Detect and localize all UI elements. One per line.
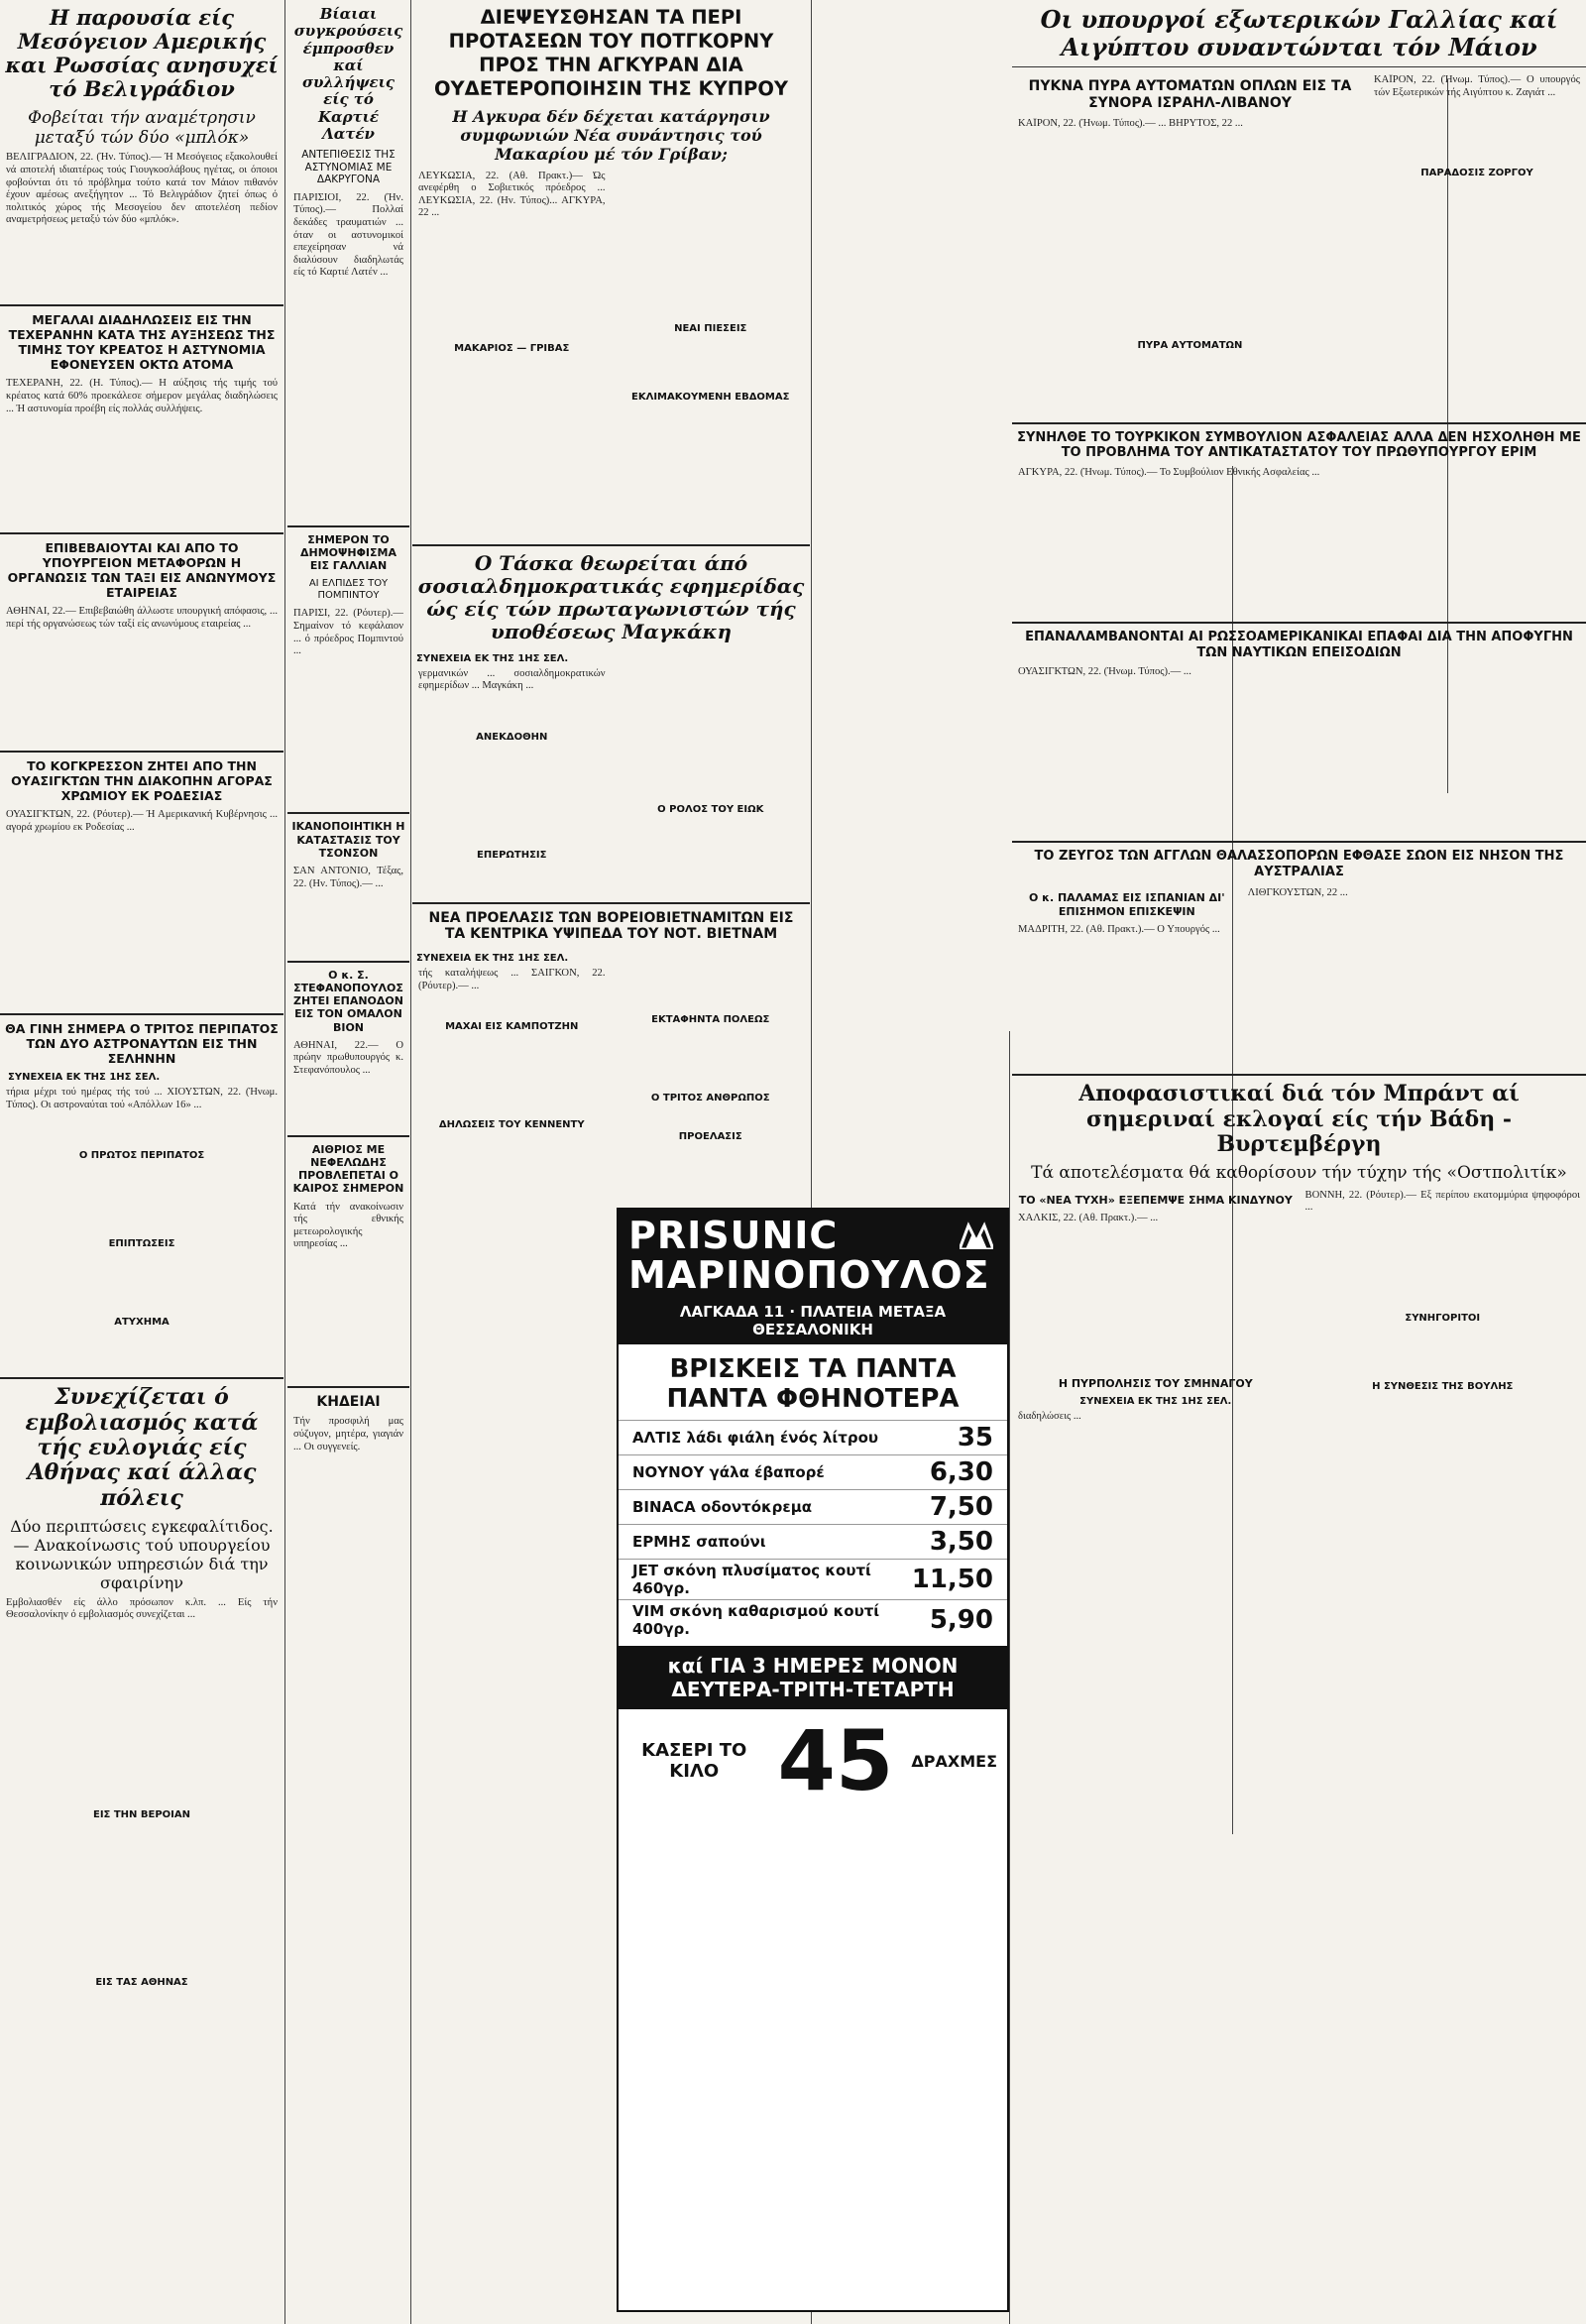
section-kicker: ΑΝΕΚΔΟΘΗΝ <box>476 731 548 743</box>
section-kicker: ΠΥΡΑ ΑΥΤΟΜΑΤΩΝ <box>1137 339 1243 351</box>
headline-france-egypt: Οι υπουργοί εξωτερικών Γαλλίας καί Αιγύπτου συναντώνται τόν Μάιον <box>1040 5 1558 61</box>
headline-vietnam: ΝΕΑ ΠΡΟΕΛΑΣΙΣ ΤΩΝ ΒΟΡΕΙΟΒΙΕΤΝΑΜΙΤΩΝ ΕΙΣ ΤΑ ΚΕΝΤΡΙΚΑ ΥΨΙΠΕΔΑ ΤΟΥ ΝΟΤ. ΒΙΕΤΝΑΜ <box>428 909 794 943</box>
section-kicker: ΕΚΛΙΜΑΚΟΥΜΕΝΗ ΕΒΔΟΜΑΣ <box>631 391 790 403</box>
section-kicker: ΕΙΣ ΤΑΣ ΑΘΗΝΑΣ <box>95 1976 188 1988</box>
article-body: ΜΑΔΡΙΤΗ, 22. (Αθ. Πρακτ.).— Ο Υπουργός ... <box>1018 923 1220 935</box>
headline-johnson: ΙΚΑΝΟΠΟΙΗΤΙΚΗ Η ΚΑΤΑΣΤΑΣΙΣ ΤΟΥ ΤΣΟΝΣΟΝ <box>291 820 405 860</box>
article-body: ΑΓΚΥΡΑ, 22. (Ήνωμ. Τύπος).— Το Συμβούλιον Εθνικής Ασφαλείας ... <box>1018 466 1320 478</box>
column-rule <box>410 0 411 2324</box>
section-kicker: Η ΣΥΝΘΕΣΙΣ ΤΗΣ ΒΟΥΛΗΣ <box>1372 1380 1514 1392</box>
section-kicker: ΠΑΡΑΔΟΣΙΣ ΖΟΡΓΟΥ <box>1420 168 1533 179</box>
section-kicker: ΔΗΛΩΣΕΙΣ ΤΟΥ ΚΕΝΝΕΝΤΥ <box>438 1119 585 1131</box>
headline-referendum: ΣΗΜΕΡΟΝ ΤΟ ΔΗΜΟΨΗΦΙΣΜΑ ΕΙΣ ΓΑΛΛΙΑΝ <box>300 532 396 573</box>
article-body: ΚΑΪΡΟΝ, 22. (Ήνωμ. Τύπος).— ... ΒΗΡΥΤΟΣ, 22 ... <box>1018 117 1243 129</box>
headline-latin-quarter: Βίαιαι συγκρούσεις έμπροσθεν καί συλλήψεις είς τό Καρτιέ Λατέν <box>293 5 403 143</box>
headline-sailors: ΤΟ ΖΕΥΓΟΣ ΤΩΝ ΑΓΓΛΩΝ ΘΑΛΑΣΣΟΠΟΡΩΝ ΕΦΘΑΣΕ ΣΩΟΝ ΕΙΣ ΝΗΣΟΝ ΤΗΣ ΑΥΣΤΡΑΛΙΑΣ <box>1034 849 1564 879</box>
headline-banner-cyprus: ΔΙΕΨΕΥΣΘΗΣΑΝ ΤΑ ΠΕΡΙ ΠΡΟΤΑΣΕΩΝ ΤΟΥ ΠΟΤΓΚΟΡΝΥ ΠΡΟΣ ΤΗΝ ΑΓΚΥΡΑΝ ΔΙΑ ΟΥΔΕΤΕΡΟΠΟΙΗΣΙΝ ΤΗΣ ΚΥΠΡΟΥ <box>433 6 789 100</box>
headline-stefanopoulos: Ο κ. Σ. ΣΤΕΦΑΝΟΠΟΥΛΟΣ ΖΗΤΕΙ ΕΠΑΝΟΔΟΝ ΕΙΣ ΤΟΝ ΟΜΑΛΟΝ ΒΙΟΝ <box>293 968 403 1034</box>
section-kicker: ΕΠΙΠΤΩΣΕΙΣ <box>108 1238 175 1250</box>
ad-price-row: VIM σκόνη καθαρισμού κουτί 400γρ. 5,90 <box>619 1599 1007 1640</box>
headline-taska: Ο Τάσκα θεωρείται άπό σοσιαλδημοκρατικάς εφημερίδας ώς είς τών πρωταγωνιστών τής υποθέσεως Μαγκάκη <box>417 550 805 643</box>
section-kicker: ΕΠΕΡΩΤΗΣΙΣ <box>477 849 547 861</box>
headline-palamas: Ο κ. ΠΑΛΑΜΑΣ ΕΙΣ ΙΣΠΑΝΙΑΝ ΔΙ' ΕΠΙΣΗΜΟΝ ΕΠΙΣΚΕΨΙΝ <box>1028 891 1225 918</box>
section-kicker: ΜΑΚΑΡΙΟΣ — ΓΡΙΒΑΣ <box>454 342 570 354</box>
article-body: ΒΟΝΝΗ, 22. (Ρόυτερ).— Εξ περίπου εκατομμύρια ψηφοφόροι ... <box>1304 1189 1580 1214</box>
ad-offer-item: ΚΑΣΕΡΙ ΤΟ ΚΙΛΟ <box>641 1740 747 1782</box>
section-kicker: ΜΑΧΑΙ ΕΙΣ ΚΑΜΠΟΤΖΗΝ <box>445 1021 579 1033</box>
ad-price-row: ΑΛΤΙΣ λάδι φιάλη ένός λίτρου 35 <box>619 1420 1007 1454</box>
ad-currency: ΔΡΑΧΜΕΣ <box>911 1751 997 1771</box>
article-body: τής καταλήψεως ... ΣΑΙΓΚΟΝ, 22. (Ρόυτερ).— ... <box>418 968 606 991</box>
column-rule <box>1009 1031 1010 2324</box>
continued-label: ΣΥΝΕΧΕΙΑ ΕΚ ΤΗΣ 1ΗΣ ΣΕΛ. <box>1079 1396 1232 1407</box>
section-kicker: ΕΙΣ ΤΗΝ ΒΕΡΟΙΑΝ <box>92 1808 191 1820</box>
continued-label: ΣΥΝΕΧΕΙΑ ΕΚ ΤΗΣ 1ΗΣ ΣΕΛ. <box>8 1072 161 1084</box>
headline-taxi: ΕΠΙΒΕΒΑΙΟΥΤΑΙ ΚΑΙ ΑΠΟ ΤΟ ΥΠΟΥΡΓΕΙΟΝ ΜΕΤΑΦΟΡΩΝ Η ΟΡΓΑΝΩΣΙΣ ΤΩΝ ΤΑΞΙ ΕΙΣ ΑΝΩΝΥΜΟΥΣ ΕΤΑΙΡΕΙΑΣ <box>7 540 277 601</box>
section-kicker: ΣΥΝΗΓΟΡΙΤΟΙ <box>1405 1312 1481 1324</box>
headline-moonwalk: ΘΑ ΓΙΝΗ ΣΗΜΕΡΑ Ο ΤΡΙΤΟΣ ΠΕΡΙΠΑΤΟΣ ΤΩΝ ΔΥΟ ΑΣΤΡΟΝΑΥΤΩΝ ΕΙΣ ΤΗΝ ΣΕΛΗΝΗΝ <box>5 1021 279 1067</box>
headline-naval-incidents: ΕΠΑΝΑΛΑΜΒΑΝΟΝΤΑΙ ΑΙ ΡΩΣΣΟΑΜΕΡΙΚΑΝΙΚΑΙ ΕΠΑΦΑΙ ΔΙΑ ΤΗΝ ΑΠΟΦΥΓΗΝ ΤΩΝ ΝΑΥΤΙΚΩΝ ΕΠΕΙΣΟΔΙΩΝ <box>1025 629 1573 660</box>
continued-label: ΣΥΝΕΧΕΙΑ ΕΚ ΤΗΣ 1ΗΣ ΣΕΛ. <box>416 953 569 965</box>
column-4 <box>1012 0 1586 2324</box>
ad-address: ΛΑΓΚΑΔΑ 11 · ΠΛΑΤΕΙΑ ΜΕΤΑΞΑ ΘΕΣΣΑΛΟΝΙΚΗ <box>619 1301 1007 1344</box>
article-body: ΤΕΧΕΡΑΝΗ, 22. (Η. Τύπος).— Η αύξησις τής τιμής τού κρέατος κατά 60% προεκάλεσε σήμερον μεγάλας διαδηλώσεις ... Ή αστυνομία προέβη είς πολλάς συλλήψεις. <box>6 378 278 414</box>
article-body: ΟΥΑΣΙΓΚΤΩΝ, 22. (Ρόυτερ).— Ή Αμερικανική Κυβέρνησις ... αγορά χρωμίου εκ Ροδεσίας ... <box>6 809 278 833</box>
headline-congress-chrome: ΤΟ ΚΟΓΚΡΕΣΣΟΝ ΖΗΤΕΙ ΑΠΟ ΤΗΝ ΟΥΑΣΙΓΚΤΩΝ ΤΗΝ ΔΙΑΚΟΠΗΝ ΑΓΟΡΑΣ ΧΡΩΜΙΟΥ ΕΚ ΡΟΔΕΣΙΑΣ <box>11 758 273 804</box>
article-body: ΑΘΗΝΑΙ, 22.— Επιβεβαιώθη άλλωστε υπουργική απόφασις, ... περί τής οργανώσεως τών ταξί είς ανωνύμους εταιρείας ... <box>6 606 278 630</box>
column-rule <box>284 0 285 2324</box>
article-body: διαδηλώσεις ... <box>1018 1411 1081 1422</box>
section-kicker: ΕΚΤΑΦΗΝΤΑ ΠΟΛΕΩΣ <box>651 1014 770 1026</box>
article-body: ΑΘΗΝΑΙ, 22.— Ο πρώην πρωθυπουργός κ. Στεφανόπουλος ... <box>293 1039 403 1077</box>
headline-nea-tychi: ΤΟ «ΝΕΑ ΤΥΧΗ» ΕΞΕΠΕΜΨΕ ΣΗΜΑ ΚΙΝΔΥΝΟΥ <box>1018 1193 1293 1207</box>
article-body: ΚΑΪΡΟΝ, 22. (Ήνωμ. Τύπος).— Ο υπουργός τών Εξωτερικών τής Αιγύπτου κ. Ζαγιάτ ... <box>1373 74 1580 98</box>
ad-slogan: ΒΡΙΣΚΕΙΣ ΤΑ ΠΑΝΤΑ ΠΑΝΤΑ ΦΘΗΝΟΤΕΡΑ <box>666 1354 960 1414</box>
section-kicker: ΠΡΟΕΛΑΣΙΣ <box>678 1131 742 1143</box>
brand-logo-icon <box>960 1220 993 1249</box>
article-body: ΟΥΑΣΙΓΚΤΩΝ, 22. (Ήνωμ. Τύπος).— ... <box>1018 666 1191 678</box>
ad-offer-value: 45 <box>777 1712 894 1809</box>
column-1 <box>0 0 283 2324</box>
section-kicker: Ο ΡΟΛΟΣ ΤΟΥ ΕΙΩΚ <box>657 803 764 815</box>
headline-israel-lebanon: ΠΥΚΝΑ ΠΥΡΑ ΑΥΤΟΜΑΤΩΝ ΟΠΛΩΝ ΕΙΣ ΤΑ ΣΥΝΟΡΑ ΙΣΡΑΗΛ-ΛΙΒΑΝΟΥ <box>1028 78 1352 111</box>
subheadline-encephalitis: Δύο περιπτώσεις εγκεφαλίτιδος.— Ανακοίνωσις τού υπουργείου κοινωνικών υπηρεσιών διά την σφαιρίνην <box>10 1516 274 1593</box>
headline-vaccination: Συνεχίζεται ό εμβολιασμός κατά τής ευλογιάς είς Αθήνας καί άλλας πόλεις <box>25 1384 259 1511</box>
section-kicker: ΝΕΑΙ ΠΙΕΣΕΙΣ <box>674 322 747 334</box>
ad-price-row: ΝΟΥΝΟΥ γάλα έβαπορέ 6,30 <box>619 1454 1007 1489</box>
headline-turkey-council: ΣΥΝΗΛΘΕ ΤΟ ΤΟΥΡΚΙΚΟΝ ΣΥΜΒΟΥΛΙΟΝ ΑΣΦΑΛΕΙΑΣ ΑΛΛΑ ΔΕΝ ΗΣΧΟΛΗΘΗ ΜΕ ΤΟ ΠΡΟΒΛΗΜΑ ΤΟΥ ΑΝΤΙΚΑΤΑΣΤΑΤΟΥ ΤΟΥ ΠΡΩΘΥΠΟΥΡΓΟΥ ΕΡΙΜ <box>1017 429 1581 461</box>
article-body: ΛΕΥΚΩΣΙΑ, 22. (Αθ. Πρακτ.)— Ώς ανεφέρθη ο Σοβιετικός πρόεδρος ... ΛΕΥΚΩΣΙΑ, 22. (Ην. Τύπος)... ΑΓΚΥΡΑ, 22 ... <box>418 170 606 219</box>
headline-weather: ΑΙΘΡΙΟΣ ΜΕ ΝΕΦΕΛΩΔΗΣ ΠΡΟΒΛΕΠΕΤΑΙ Ο ΚΑΙΡΟΣ ΣΗΜΕΡΟΝ <box>292 1142 404 1196</box>
subheadline-ostpolitik: Τά αποτελέσματα θά καθορίσουν τήν τύχην τής «Οστπολιτίκ» <box>1031 1163 1567 1184</box>
subheadline-ankara: Η Αγκυρα δέν δέχεται κατάργησιν συμφωνιών Νέα συνάντησις τού Μακαρίου μέ τόν Γρίβαν; <box>452 107 770 165</box>
ad-price-row: BINACA οδοντόκρεμα 7,50 <box>619 1489 1007 1524</box>
headline-brandt: Αποφασιστικαί διά τόν Μπράντ αί σημεριναί εκλογαί είς τήν Βάδη - Βυρτεμβέργη <box>1078 1081 1520 1157</box>
ad-price-row: ΕΡΜΗΣ σαπούνι 3,50 <box>619 1524 1007 1559</box>
subheadline-pompidou: ΑΙ ΕΛΠΙΔΕΣ ΤΟΥ ΠΟΜΠΙΝΤΟΥ <box>308 578 389 602</box>
section-kicker: ΑΤΥΧΗΜΑ <box>114 1317 170 1329</box>
article-body: Εμβολιασθέν είς άλλο πρόσωπον κ.λπ. ... Είς τήν Θεσσαλονίκην ό εμβολιασμός συνεχίζεται ... <box>6 1596 278 1621</box>
article-body: ΠΑΡΙΣΙ, 22. (Ρόυτερ).— Σημαίνον τό κεφάλαιον ... ό πρόεδρος Πομπιντού ... <box>293 608 403 657</box>
section-kicker: Ο ΤΡΙΤΟΣ ΑΝΘΡΩΠΟΣ <box>650 1093 770 1104</box>
ad-price-list <box>619 1420 1007 1640</box>
headline-squadron-leader: Η ΠΥΡΠΟΛΗΣΙΣ ΤΟΥ ΣΜΗΝΑΓΟΥ <box>1058 1376 1253 1390</box>
section-kicker: Ο ΠΡΩΤΟΣ ΠΕΡΙΠΑΤΟΣ <box>78 1150 205 1162</box>
ad-offer-banner: καί ΓΙΑ 3 ΗΜΕΡΕΣ ΜΟΝΟΝ ΔΕΥΤΕΡΑ-ΤΡΙΤΗ-ΤΕΤΑΡΤΗ <box>619 1646 1007 1709</box>
column-2 <box>287 0 409 2324</box>
ad-brand-prisunic: PRISUNIC <box>628 1214 839 1257</box>
article-body: Τήν προσφιλή μας σύζυγον, μητέρα, γιαγιάν ... Οι συγγενείς. <box>293 1416 403 1452</box>
ad-offer-price <box>619 1709 1007 1812</box>
article-body: ΠΑΡΙΣΙΟΙ, 22. (Ήν. Τύπος).— Πολλαί δεκάδες τραυματιών ... όταν οι αστυνομικοί επεχείρησαν νά διαλύσουν διαδηλωτάς είς τό Καρτιέ Λατέν ... <box>293 191 403 279</box>
prisunic-advertisement <box>617 1208 1009 2312</box>
ad-brand-marinopoulos: ΜΑΡΙΝΟΠΟΥΛΟΣ <box>628 1253 990 1297</box>
ad-price-row: JET σκόνη πλυσίματος κουτί 460γρ. 11,50 <box>619 1559 1007 1599</box>
article-body: ΛΙΘΓΚΟΥΣΤΩΝ, 22 ... <box>1247 887 1348 899</box>
subheadline-police: ΑΝΤΕΠΙΘΕΣΙΣ ΤΗΣ ΑΣΤΥΝΟΜΙΑΣ ΜΕ ΔΑΚΡΥΓΟΝΑ <box>301 149 396 186</box>
article-body: γερμανικών ... σοσιαλδημοκρατικών εφημερίδων ... Μαγκάκη ... <box>418 667 606 692</box>
article-body: ΒΕΛΙΓΡΑΔΙΟΝ, 22. (Ήν. Τύπος).— Ή Μεσόγειος εξακολουθεί νά αποτελή ιδιαιτέρως τούς Γιουγκοσλάβους ηγέτας, οι όποιοι φοβούνται ότι τό πρόβλημα τούτο κατά τον Μάιον πιθανόν έχουν αμέσως ανεξήγητον ... Τό Βελιγράδιον ζητεί όπως ό πολιτικός χώρος τής Μεσογείου δεν αποτελέση πεδίον αναμετρήσεως μεταξύ τών δύο «μπλόκ». <box>6 152 278 226</box>
article-body: τήρια μέχρι τού ημέρας τής τού ... ΧΙΟΥΣΤΩΝ, 22. (Ήνωμ. Τύπος). Οι αστροναύται τού «Απόλλων 16» ... <box>6 1087 278 1110</box>
headline-mediterranean: Η παρουσία είς Μεσόγειον Αμερικής και Ρωσσίας ανησυχεί τό Βελιγράδιον <box>5 5 279 102</box>
ad-header <box>619 1210 1007 1301</box>
article-body: ΣΑΝ ΑΝΤΟΝΙΟ, Τέξας, 22. (Ην. Τύπος).— ... <box>293 865 403 889</box>
article-body: Κατά τήν ανακοίνωσιν τής εθνικής μετεωρολογικής υπηρεσίας ... <box>293 1201 403 1250</box>
subheadline-blocs: Φοβείται τήν αναμέτρησιν μεταξύ τών δύο «μπλόκ» <box>28 107 256 148</box>
headline-funerals: ΚΗΔΕΙΑΙ <box>316 1393 381 1410</box>
article-body: ΧΑΛΚΙΣ, 22. (Αθ. Πρακτ.).— ... <box>1018 1212 1159 1223</box>
continued-label: ΣΥΝΕΧΕΙΑ ΕΚ ΤΗΣ 1ΗΣ ΣΕΛ. <box>416 652 569 664</box>
headline-tehran: ΜΕΓΑΛΑΙ ΔΙΑΔΗΛΩΣΕΙΣ ΕΙΣ ΤΗΝ ΤΕΧΕΡΑΝΗΝ ΚΑΤΑ ΤΗΣ ΑΥΞΗΣΕΩΣ ΤΗΣ ΤΙΜΗΣ ΤΟΥ ΚΡΕΑΤΟΣ Η ΑΣΤΥΝΟΜΙΑ ΕΦΟΝΕΥΣΕΝ ΟΚΤΩ ΑΤΟΜΑ <box>8 312 276 373</box>
